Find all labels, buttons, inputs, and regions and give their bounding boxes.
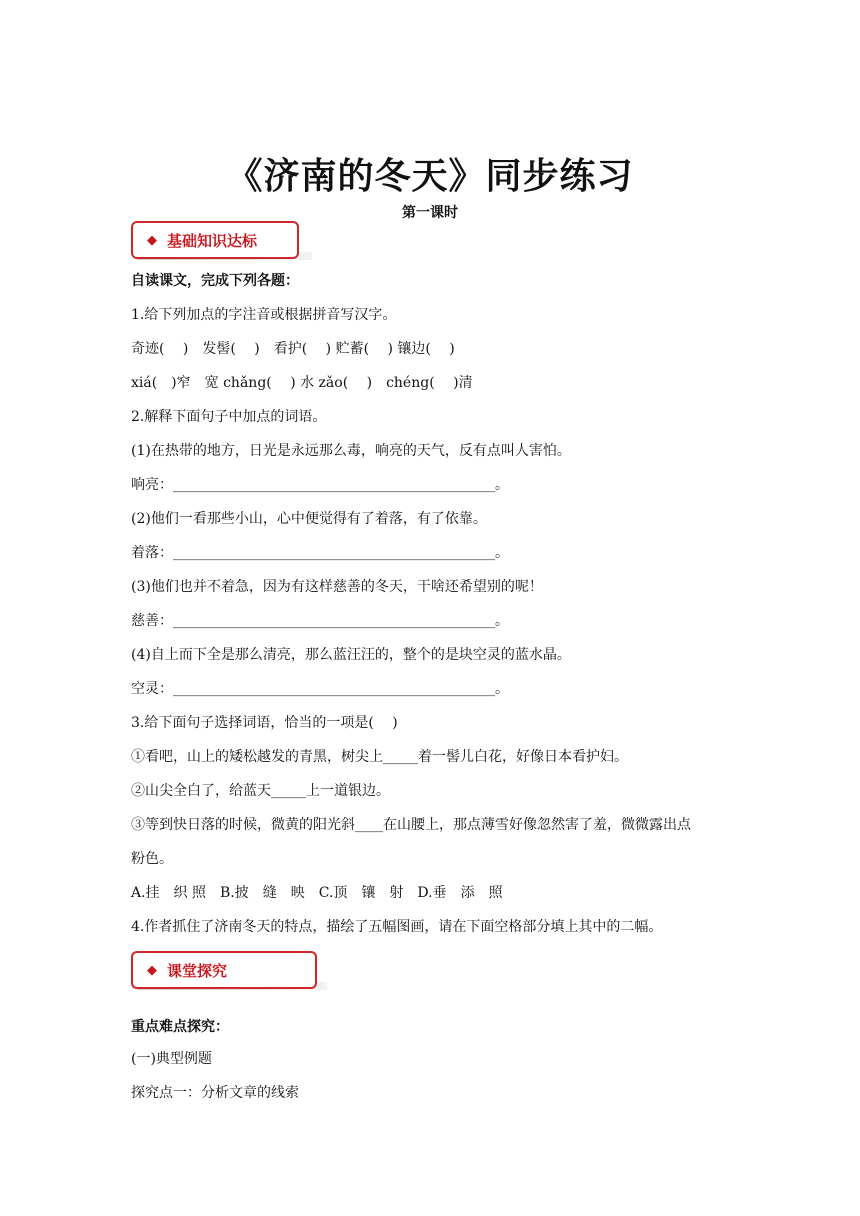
subsection-heading: 重点难点探究： <box>131 1019 229 1035</box>
question-2: 2.解释下面句子中加点的词语。 <box>131 409 327 425</box>
option-sentence-1: ①看吧，山上的矮松越发的青黑，树尖上_____着一髻儿白花，好像日本看护妇。 <box>131 749 628 765</box>
page-title: 《济南的冬天》同步练习 <box>226 156 634 197</box>
instruction-text: 自读课文，完成下列各题： <box>131 273 299 289</box>
section-label: 基础知识达标 <box>167 231 258 250</box>
question-1: 1.给下列加点的字注音或根据拼音写汉字。 <box>131 307 397 323</box>
question-4: 4.作者抓住了济南冬天的特点，描绘了五幅图画，请在下面空格部分填上其中的二幅。 <box>131 919 663 935</box>
answer-choices: A.挂 织 照 B.披 缝 映 C.顶 镶 射 D.垂 添 照 <box>131 885 503 901</box>
question-3: 3.给下面句子选择词语，恰当的一项是( ) <box>131 715 398 731</box>
sentence-3: (3)他们也并不着急，因为有这样慈善的冬天，干啥还希望别的呢！ <box>131 579 543 595</box>
sentence-2: (2)他们一看那些小山，心中便觉得有了着落，有了依靠。 <box>131 511 487 527</box>
option-sentence-2: ②山尖全白了，给蓝天_____上一道银边。 <box>131 783 390 799</box>
option-sentence-3-cont: 粉色。 <box>131 851 173 867</box>
section-label: 课堂探究 <box>167 961 228 980</box>
exploration-point: 探究点一：分析文章的线索 <box>131 1085 299 1101</box>
section-header-class <box>131 951 317 989</box>
answer-line-4[interactable]: 空灵：______________________________________________。 <box>131 681 509 697</box>
section-header-basic <box>131 221 299 259</box>
diamond-icon: ◆ <box>147 232 157 248</box>
answer-line-1[interactable]: 响亮：______________________________________________。 <box>131 477 509 493</box>
lesson-subtitle: 第一课时 <box>402 205 458 221</box>
option-sentence-3: ③等到快日落的时候，微黄的阳光斜____在山腰上，那点薄雪好像忽然害了羞，微微露出点 <box>131 817 691 833</box>
answer-line-2[interactable]: 着落：______________________________________________。 <box>131 545 509 561</box>
sentence-4: (4)自上而下全是那么清亮，那么蓝汪汪的，整个的是块空灵的蓝水晶。 <box>131 647 571 663</box>
question-1-items-a: 奇迹( ) 发髻( ) 看护( ) 贮蓄( ) 镶边( ) <box>131 341 455 357</box>
answer-line-3[interactable]: 慈善：______________________________________________。 <box>131 613 509 629</box>
diamond-icon: ◆ <box>147 962 157 978</box>
example-heading: (一)典型例题 <box>131 1051 212 1067</box>
question-1-items-b: xiá( )窄 宽 chǎng( ) 水 zǎo( ) chéng( )清 <box>131 375 473 391</box>
sentence-1: (1)在热带的地方，日光是永远那么毒，响亮的天气，反有点叫人害怕。 <box>131 443 571 459</box>
